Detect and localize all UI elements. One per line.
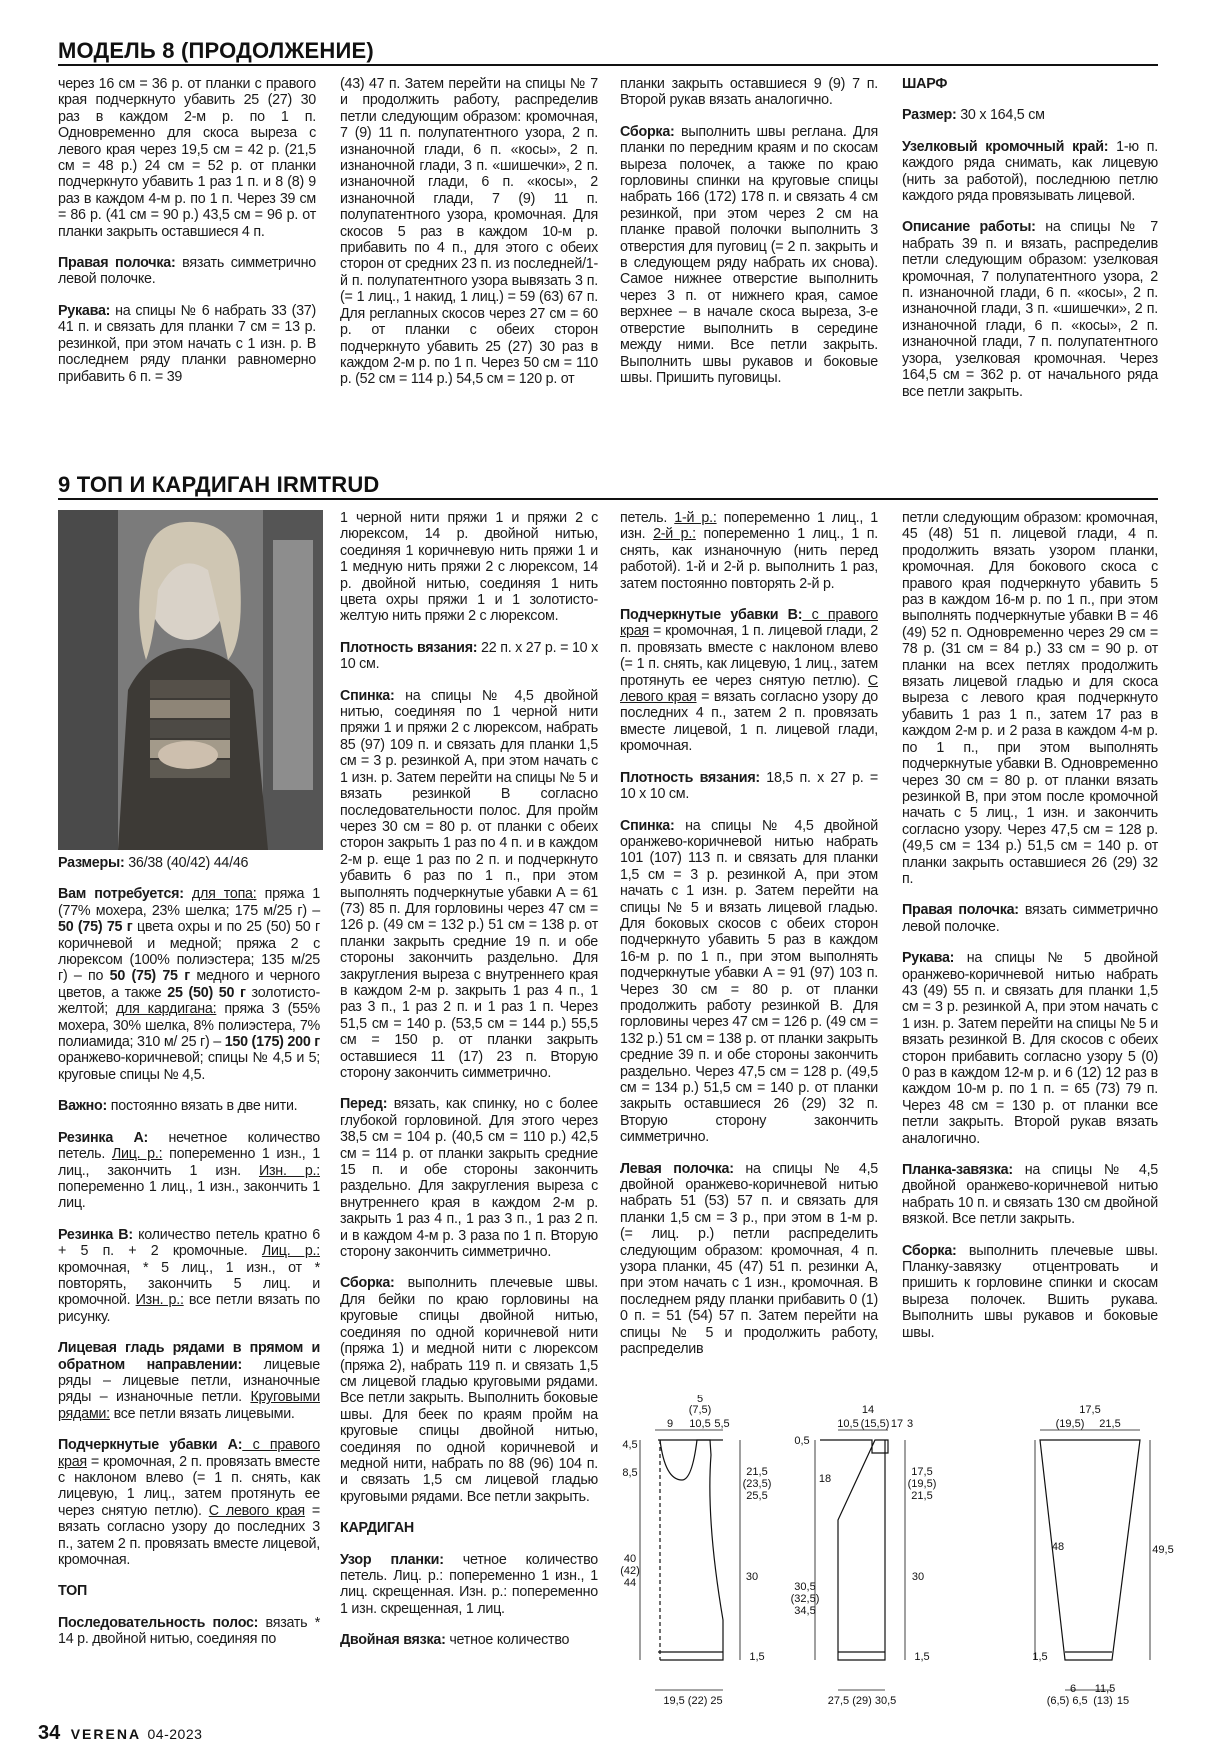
d3-label: 21,5 [1099,1418,1121,1430]
important-note: Важно: постоянно вязать в две нити. [58,1098,298,1115]
d2-label: 30,5 [794,1581,816,1593]
d3-label: (13) [1093,1695,1113,1707]
d2-label: 21,5 [911,1490,933,1502]
d2-label: 17 [890,1418,904,1430]
m9-column-3 [620,510,878,1373]
d3-label: (6,5) [1046,1695,1070,1707]
d1-label: 9 [666,1418,674,1430]
d2-label: (15,5) [860,1418,890,1430]
d1-label: 1,5 [749,1651,765,1663]
d2-label: 17,5 [911,1466,933,1478]
rib-a: Резинка А: нечетное количество петель. Лиц. р.: попеременно 1 изн., 1 лиц., закончить 1 изн. Изн. р.: попеременно 1 лиц., 1 изн., закончить 1 лиц. [58,1129,321,1212]
band-pattern: Узор планки: четное количество петель. Лиц. р.: попеременно 1 изн., 1 лиц. скрещенная. Изн. р.: попеременно 1 изн. скрещенная, 1 лиц. [340,1551,598,1617]
d1-label: 44 [623,1577,637,1589]
double-knit: Двойная вязка: четное количество [340,1632,570,1649]
d2-label: 27,5 (29) 30,5 [827,1695,897,1707]
m9-column-4 [902,510,1158,1356]
top-outline [660,1440,723,1660]
d1-label: 8,5 [622,1467,638,1479]
m8-column-1 [58,76,316,400]
stripe-sequence-cont: 1 черной нити пряжи 1 и пряжи 2 с люрексом, 14 р. двойной нитью, соединяя 1 коричневую нить пряжи 1 и 1 медную нить пряжи 2 с люрексом, 14 р. двойной нитью, соединяя 1 нить цвета охры пряжи 1 и 1 золотисто-желтую нить пряжи 2 с люрексом. [340,510,598,625]
d3-label: 49,5 [1152,1544,1174,1556]
model9-title: 9 ТОП И КАРДИГАН IRMTRUD [58,472,380,497]
tie-band: Планка-завязка: на спицы № 4,5 двойной оранжево-коричневой нитью набрать 10 п. и связать 130 см двойной вязкой. Все петли закрыть. [902,1162,1158,1228]
d2-label: 30 [911,1571,925,1583]
decreases-a: Подчеркнутые убавки А: с правого края = кромочная, 2 п. провязать вместе с наклоном влево (= 1 п. снять, как лицевую, 1 лиц., затем протянуть ее через снятую петлю). С левого края = вязать согласно узору до последних 3 п., затем 2 п. провязать вместе лицевой, кромочная. [58,1437,321,1569]
top-assembly: Сборка: выполнить плечевые швы. Для бейки по краю горловины на круговые спицы двойной нитью, соединяя по одной коричневой нити (пряжа 1) и медной нити с люрексом (пряжа 2), набрать 119 п. и связать 1,5 см лицевой гладью круговыми рядами. Все петли закрыть. Выполнить боковые швы. Для беек по краям пройм на круговые спицы двойной нитью, соединяя по одной коричневой и медной нити, набрать по 88 (96) 104 п. и связать 1,5 см лицевой гладью круговыми рядами. Все петли закрыть. [340,1275,598,1505]
scarf-description: Описание работы: на спицы № 7 набрать 39 п. и вязать, распределив петли следующим образом: узелковая кромочная, 7 полупатентного узора, 2 п. изнаночной глади, 6 п. «косы», 2 п. изнаночной глади, 3 п. «шишечки», 2 п. изнаночной глади, 6 п. «косы», 2 п. изнаночной глади, 7 п. полупатентного узора, узелковая кромочная. Через 164,5 см = 362 р. от начального ряда все петли закрыть. [902,219,1158,400]
schematic-diagrams [615,1395,1175,1710]
d2-label: 34,5 [794,1605,816,1617]
d2-label: 10,5 [837,1418,859,1430]
m8-column-2 [340,76,598,403]
cardigan-outline [838,1440,888,1660]
model9-rule [58,498,1158,500]
decreases-b: Подчеркнутые убавки В: с правого края = кромочная, 1 п. лицевой глади, 2 п. провязать вместе с наклоном влево (= 1 п. снять, как лицевую, 1 лиц., затем протянуть ее через снятую петлю). С левого края = вязать согласно узору до последних 4 п., затем 2 п. провязать вместе лицевой, 1 п. лицевой глади, кромочная. [620,607,878,755]
m8-column-3 [620,76,878,401]
cardigan-title: КАРДИГАН [340,1520,415,1537]
model-photo-illustration [58,510,323,850]
cardigan-sleeves: Рукава: на спицы № 5 двойной оранжево-коричневой нитью набрать 43 (49) 55 п. и связать для планки 1,5 см = 3 р. резинкой А, при этом начать с 1 изн. р. Затем перейти на спицы № 5 и вязать резинкой В. Для скосов с обеих сторон прибавить согласно узору 5 (0) 0 раз в каждом 12-м р. и 6 (12) 12 раз в каждом 10-м р. по 1 п. = 65 (73) 79 п. Через 48 см = 130 р. от планки все петли закрыть. Второй рукав вязать аналогично. [902,950,1158,1147]
cardigan-right-front: Правая полочка: вязать симметрично левой полочке. [902,902,1158,935]
gauge-cardigan: Плотность вязания: 18,5 п. x 27 р. = 10 x 10 см. [620,769,878,803]
d2-label: 18 [818,1473,832,1485]
top-title: ТОП [58,1583,88,1600]
d2-label: 0,5 [794,1435,810,1447]
materials: Вам потребуется: для топа: пряжа 1 (77% мохера, 23% шелка; 175 м/25 г) – 50 (75) 75 г цвета охры и по 25 (50) 50 г коричневой и медной; пряжа 2 с люрексом (100% полиэстера; 135 м/25 г) – по 50 (75) 75 г медного и черного цветов, а также 25 (50) 50 г золотисто-желтой; для кардигана: пряжа 3 (55% мохера, 30% шелка, 8% полиэстера, 7% полиамида; 310 м/ 25 г) – 150 (175) 200 г оранжево-коричневой; спицы № 4,5 и 5; круговые спицы № 4,5. [58,886,320,1083]
d1-label: (7,5) [688,1404,712,1416]
model-photo [58,510,323,850]
cardigan-left-front: Левая полочка: на спицы № 4,5 двойной оранжево-коричневой нитью набрать 51 (53) 57 п. и связать для планки 1,5 см = 3 р., при этом в 1-м р. (= лиц. р.) петли распределить следующим образом: кромочная, 4 п. узора планки, 45 (47) 51 п. резинки А, при этом начать с 1 изн., кромочная. В последнем ряду планки прибавить 0 (1) 0 п. = 51 (54) 57 п. Затем перейти на спицы № 5 и продолжить работу, распределив [620,1160,878,1358]
m8-right-front: Правая полочка: вязать симметрично левой полочке. [58,255,316,288]
scarf-edge: Узелковый кромочный край: 1-ю п. каждого ряда снимать, как лицевую (нить за работой), последнюю петлю каждого ряда провязывать лицевой. [902,138,1158,205]
d1-label: 19,5 (22) 25 [663,1695,723,1707]
d1-label: 21,5 [746,1466,768,1478]
cardigan-assembly: Сборка: выполнить плечевые швы. Планку-завязку отцентровать и пришить к горловине спинки и скосам выреза полочек. Вшить рукава. Выполнить швы рукавов и боковые швы. [902,1242,1158,1341]
gauge-top: Плотность вязания: 22 п. x 27 р. = 10 x 10 см. [340,639,598,673]
scarf-title: ШАРФ [902,76,948,92]
sizes: Размеры: 36/38 (40/42) 44/46 [58,855,249,871]
d3-label: 15 [1116,1695,1130,1707]
d3-label: 17,5 [1079,1404,1101,1416]
m8-paragraph: планки закрыть оставшиеся 9 (9) 7 п. Второй рукав вязать аналогично. [620,76,878,109]
d3-label: (19,5) [1055,1418,1085,1430]
page-number: 34 [38,1722,61,1744]
scarf-size: Размер: 30 x 164,5 см [902,107,1045,124]
d3-label: 6 [1069,1683,1077,1695]
d2-label: 14 [861,1404,875,1416]
m8-column-4 [902,76,1158,415]
top-back: Спинка: на спицы № 4,5 двойной нитью, соединяя по 1 черной нити пряжи 1 и пряжи 2 с люрексом, набрать 85 (97) 109 п. и связать для планки 1,5 см = 3 р. резинкой А, при этом начать с 1 изн. р. Затем перейти на спицы № 5 и вязать резинкой В согласно последовательности полос. Для пройм через 30 см = 80 р. от планки с обеих сторон закрыть 1 раз по 4 п. и в каждом 2-м р. еще 1 раз по 2 п. и подчеркнуто убавить 6 раз по 1 п., при этом выполнять подчеркнутые убавки А = 61 (73) 85 п. Для горловины через 47 см = 126 р. (49 см = 132 р.) 51 см = 138 р. от планки закрыть средние 19 п. и обе стороны закончить раздельно. Для закругления выреза с внутреннего края в каждом 2-м р. закрыть 1 раз 4 п., 1 раз 3 п., 1 раз 2 п. и 1 раз 1 п. Через 51,5 см = 140 р. (53,5 см = 144 р.) 55,5 см = 150 р. от планки закрыть оставшиеся 11 (17) 23 п. Вторую сторону закончить симметрично. [340,687,598,1081]
stockinette: Лицевая гладь рядами в прямом и обратном направлении: лицевые ряды – лицевые петли, изнаночные ряды – изнаночные петли. Круговыми рядами: все петли вязать лицевыми. [58,1340,320,1422]
stripe-sequence: Последовательность полос: вязать * 14 р. двойной нитью, соединяя по [58,1614,321,1648]
d2-label: (32,5) [790,1593,820,1605]
cardigan-back: Спинка: на спицы № 4,5 двойной оранжево-коричневой нитью набрать 101 (107) 113 п. и связать для планки 1,5 см = 3 р. резинкой А, при этом начать с 1 изн. р. Затем перейти на спицы № 5 и вязать лицевой гладью. Для боковых скосов с обеих сторон подчеркнуто убавить 5 раз в каждом 16-м р. по 1 п., при этом выполнять подчеркнутые убавки А = 91 (97) 103 п. Через 30 см = 80 р. от планки продолжить работу резинкой В. Для горловины через 47 см = 126 р. (49 см = 132 р.) 51 см = 138 р. от планки закрыть средние 39 п. и обе стороны закончить раздельно. Через 47,5 см = 128 р. (49,5 см = 134 р.) 51,5 см = 140 р. от планки закрыть оставшиеся 26 (29) 32 п. Вторую сторону закончить симметрично. [620,817,878,1146]
d1-label: 4,5 [622,1439,638,1451]
d1-label: 5,5 [714,1418,730,1430]
d3-label: 11,5 [1094,1683,1116,1695]
d1-label: 40 [623,1553,637,1565]
magazine-name: VERENA [70,1726,142,1742]
m9-column-1 [58,855,320,1663]
issue-number: 04-2023 [147,1726,203,1742]
left-front-cont: петли следующим образом: кромочная, 45 (48) 51 п. лицевой глади, 4 п. продолжить вязать узором планки, кромочная. Для бокового скоса с правого края подчеркнуто убавить 5 раз в каждом 16-м р. по 1 п., при этом выполнять подчеркнутые убавки В = 46 (49) 52 п. Одновременно через 29 см = 78 р. (31 см = 84 р.) 33 см = 90 р. от планки на всех петлях продолжить вязать лицевой гладью и для скоса выреза с левого края подчеркнуто убавить 1 раз 1 п., затем 17 раз в каждом 2-м р. и 2 раза в каждом 4-м р. по 1 п., при этом выполнять подчеркнутые убавки В. Одновременно через 30 см = 80 р. от планки вязать резинкой В, при этом после кромочной начать с 5 лиц., 1 изн. и закончить согласно узору. Через 47,5 см = 128 р. (49,5 см = 134 р.) 51,5 см = 140 р. от планки закрыть оставшиеся 26 (29) 32 п. [902,510,1158,887]
double-knit-cont: петель. 1-й р.: попеременно 1 лиц., 1 изн. 2-й р.: попеременно 1 лиц., 1 п. снять, как изнаночную (нить перед работой). 1-й и 2-й р. выполнить 1 раз, затем постоянно повторять 2-й р. [620,510,878,592]
d1-label: 5 [696,1395,704,1405]
top-front: Перед: вязать, как спинку, но с более глубокой горловиной. Для этого через 38,5 см = 104 р. (40,5 см = 110 р.) 42,5 см = 114 р. от планки закрыть средние 15 п. и обе стороны закончить раздельно. Для закругления выреза с внутреннего края в каждом 2-м р. закрыть 1 раз 4 п., 1 раз 3 п., 1 раз 2 п. и в каждом 4-м р. 3 раза по 1 п. Вторую сторону закончить симметрично. [340,1096,598,1261]
m9-column-2 [340,510,598,1664]
page-footer [38,1722,202,1745]
model8-rule [58,64,1158,66]
model8-title: МОДЕЛЬ 8 (ПРОДОЛЖЕНИЕ) [58,38,374,63]
d2-label: (19,5) [907,1478,937,1490]
d1-label: 30 [745,1571,759,1583]
d2-label: 3 [906,1418,914,1430]
m8-assembly: Сборка: выполнить швы реглана. Для планки по передним краям и по скосам выреза полочек, а также по краю горловины спинки на круговые спицы набрать 166 (172) 178 п. и связать 4 см резинкой, при этом через 2 см на планке правой полочки выполнить 3 отверстия для пуговиц (= 2 п. закрыть и в следующем ряду набрать их снова). Самое нижнее отверстие выполнить через 3 п. от нижнего края, самое верхнее – в начале скоса выреза, 3-е отверстие выполнить в середине между ними. Все петли закрыть. Выполнить швы рукавов и боковые швы. Пришить пуговицы. [620,123,878,386]
m8-paragraph: через 16 см = 36 р. от планки с правого края подчеркнуто убавить 25 (27) 30 раз в каждом 2-м р. по 1 п. Одновременно для скоса выреза с левого края через 19,5 см = 42 р. (21,5 см = 48 р.) 24 см = 52 р. от планки подчеркнуто убавить 1 раз 1 п. и 8 (8) 9 раз в каждом 4-м р. по 1 п. Через 39 см = 86 р. (41 см = 90 р.) 43,5 см = 96 р. от планки закрыть оставшиеся 4 п. [58,76,316,240]
d3-label: 1,5 [1032,1651,1048,1663]
d1-label: (23,5) [742,1478,772,1490]
rib-b: Резинка В: количество петель кратно 6 + 5 п. + 2 кромочные. Лиц. р.: кромочная, * 5 лиц., 1 изн., от * повторять, закончить 5 лиц. и кромочной. Изн. р.: все петли вязать по рисунку. [58,1226,320,1325]
d1-label: 25,5 [746,1490,768,1502]
m8-sleeves: Рукава: на спицы № 6 набрать 33 (37) 41 п. и связать для планки 7 см = 13 р. резинкой, при этом начать с 1 изн. р. В последнем ряду планки равномерно прибавить 6 п. = 39 [58,302,316,385]
d3-label: 6,5 [1072,1695,1088,1707]
d2-label: 1,5 [914,1651,930,1663]
d1-label: (42) [620,1565,640,1577]
m8-paragraph: (43) 47 п. Затем перейти на спицы № 7 и продолжить работу, распределив петли следующим образом: кромочная, 7 (9) 11 п. полупатентного узора, 2 п. изнаночной глади, 6 п. «косы», 2 п. изнаночной глади, 3 п. «шишечки», 2 п. изнаночной глади, 6 п. «косы», 2 изнаночной глади, 7 (9) 11 п. полупатентного узора, кромочная. Для скосов 5 раз в каждом 10-м р. прибавить по 4 п., для этого с обеих сторон от средних 23 п. из последней/1-й п. полупатентного узора вывязать 3 п. (= 1 лиц., 1 накид, 1 лиц.) = 59 (63) 67 п. Для реглanных скосов через 27 см = 60 р. от планки с обеих сторон подчеркнуто убавить 25 (27) 30 раз в каждом 2-м р. по 1 п. Через 50 см = 110 р. (52 см = 114 р.) 54,5 см = 120 р. от [340,76,598,388]
d3-label: 48 [1051,1541,1065,1553]
d1-label: 10,5 [689,1418,711,1430]
